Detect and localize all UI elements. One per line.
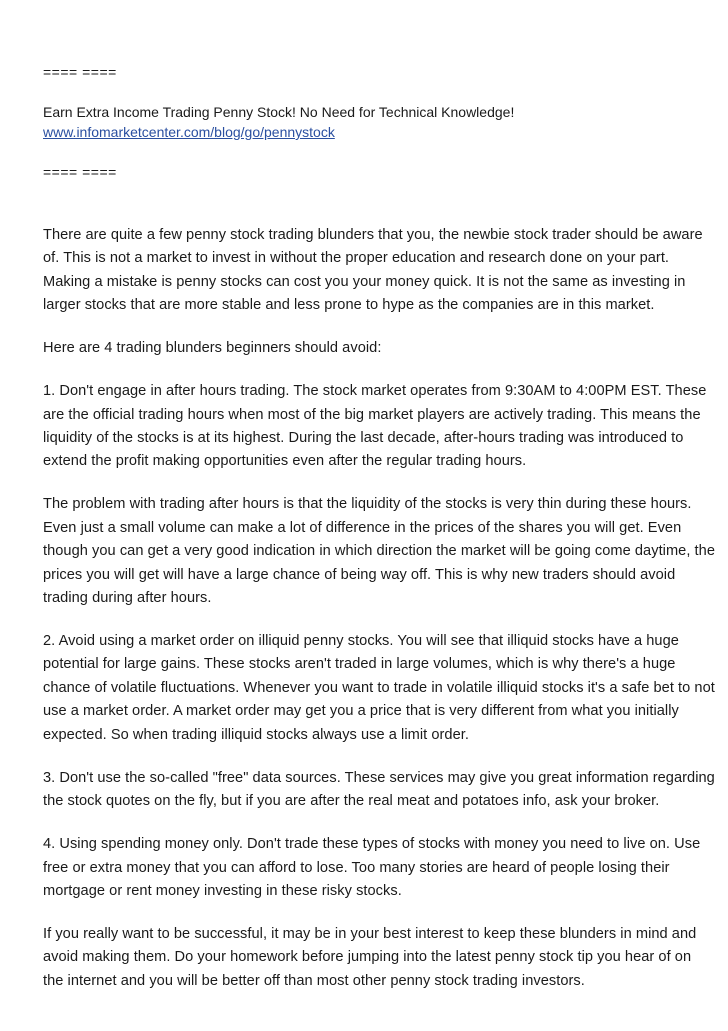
paragraph-conclusion: If you really want to be successful, it may be in your best interest to keep these blunders in mind and avoid making them. Do your homework before jumping into the latest penny stock tip you hear of on the internet and you will be better off than most other penny stock trading investors.	[43, 925, 697, 989]
article-header	[43, 62, 715, 182]
promo-link[interactable]: www.infomarketcenter.com/blog/go/pennystock	[43, 124, 335, 140]
paragraph-blunder-1: 1. Don't engage in after hours trading. The stock market operates from 9:30AM to 4:00PM EST. These are the official trading hours when most of the big market players are actively trading. This means the liquidity of the stocks is at its highest. During the last decade, after-hours trading was introduced to extend the profit making opportunities even after the regular trading hours.	[43, 383, 707, 470]
paragraph-blunder-4: 4. Using spending money only. Don't trade these types of stocks with money you need to live on. Use free or extra money that you can afford to lose. Too many stories are heard of people losing their mortgage or rent money investing in these risky stocks.	[43, 836, 701, 899]
article-body	[43, 224, 715, 993]
document-page	[43, 62, 715, 1013]
paragraph-blunder-2: 2. Avoid using a market order on illiquid penny stocks. You will see that illiquid stocks have a huge potential for large gains. These stocks aren't traded in large volumes, which is why there's a huge chance of volatile fluctuations. Whenever you want to trade in volatile illiquid stocks it's a safe bet to not use a market order. A market order may get you a price that is very different from what you initially expected. So when trading illiquid stocks always use a limit order.	[43, 633, 715, 743]
paragraph-list-intro: Here are 4 trading blunders beginners should avoid:	[43, 340, 382, 357]
separator-top: ==== ====	[43, 64, 117, 80]
separator-bottom: ==== ====	[43, 164, 117, 180]
paragraph-blunder-1-detail: The problem with trading after hours is that the liquidity of the stocks is very thin during these hours. Even just a small volume can make a lot of difference in the prices of the shares you will get. Even though you can get a very good indication in which direction the market will be going come daytime, the prices you will get will have a large chance of being way off. This is why new traders should avoid trading during after hours.	[43, 496, 715, 607]
paragraph-intro: There are quite a few penny stock trading blunders that you, the newbie stock trader should be aware of. This is not a market to invest in without the proper education and research done on your part. Making a mistake is penny stocks can cost you your money quick. It is not the same as investing in larger stocks that are more stable and less prone to hype as the companies are in this market.	[43, 227, 703, 314]
paragraph-blunder-3: 3. Don't use the so-called "free" data sources. These services may give you great information regarding the stock quotes on the fly, but if you are after the real meat and potatoes info, ask your broker.	[43, 769, 715, 810]
promo-title: Earn Extra Income Trading Penny Stock! No Need for Technical Knowledge!	[43, 104, 515, 120]
